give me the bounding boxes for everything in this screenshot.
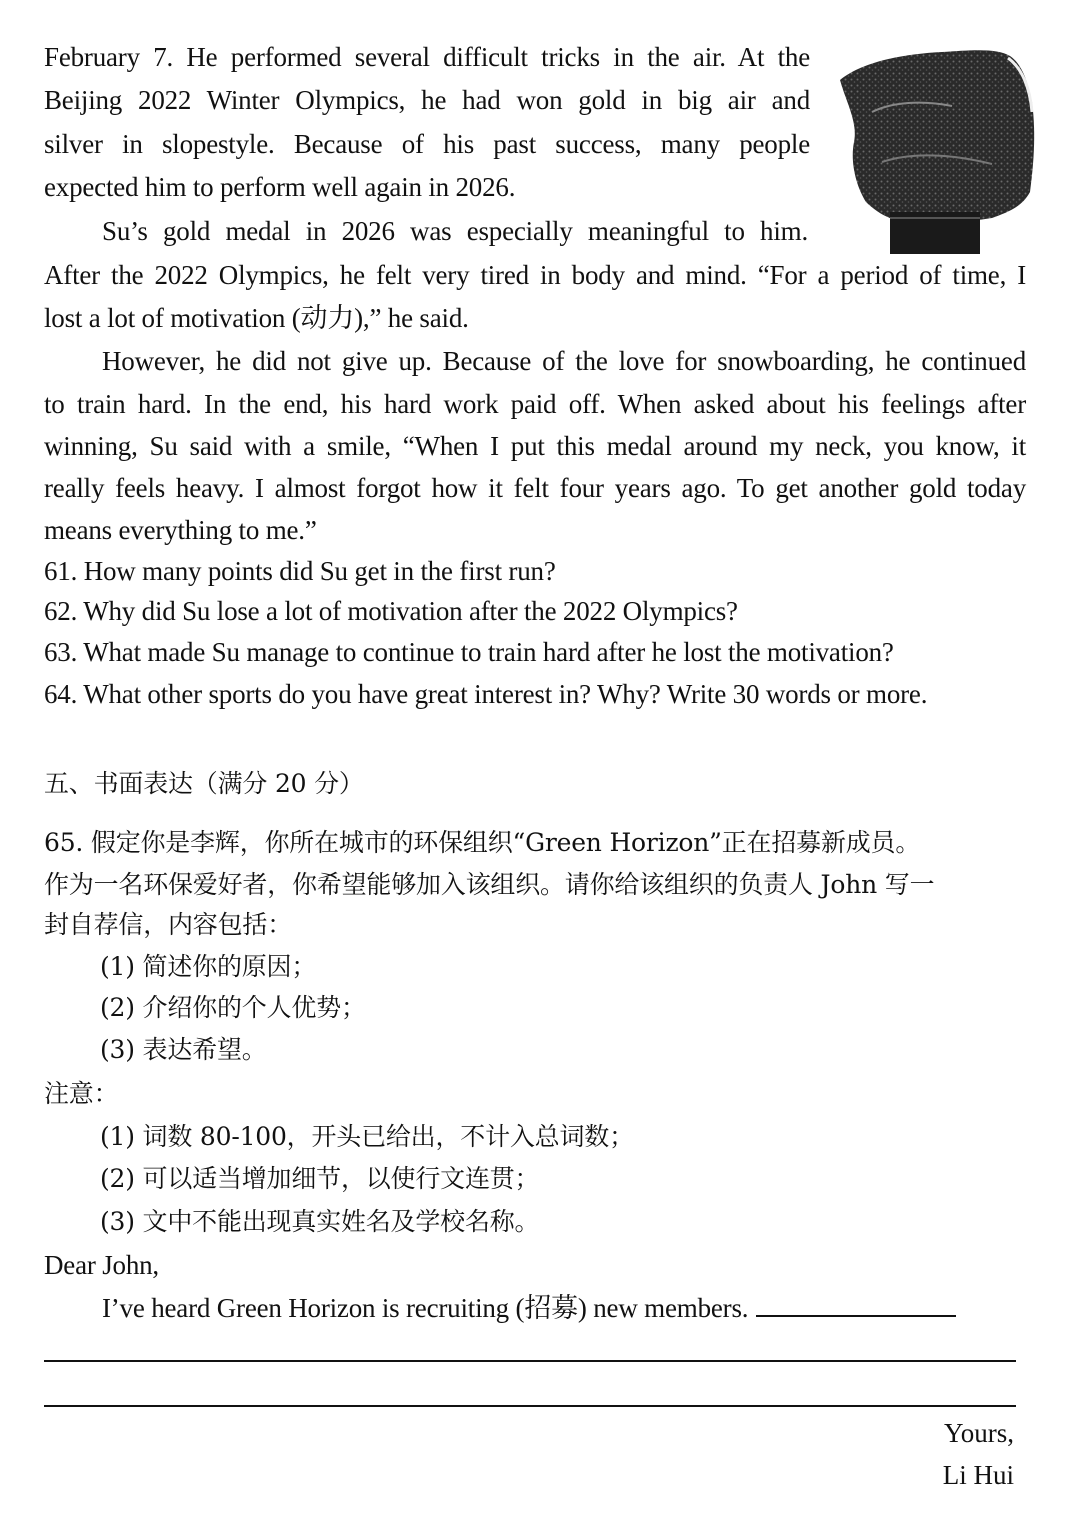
letter-opening: I’ve heard Green Horizon is recruiting (招募) new members. xyxy=(102,1293,749,1323)
note-1: (1) 词数 80-100，开头已给出，不计入总词数； xyxy=(100,1122,634,1151)
letter-opening-row xyxy=(102,1291,956,1325)
content-point-3: (3) 表达希望。 xyxy=(100,1035,267,1064)
content-point-2: (2) 介绍你的个人优势； xyxy=(100,993,366,1022)
question-63: 63. What made Su manage to continue to train hard after he lost the motivation? xyxy=(44,637,894,667)
passage-line-9: to train hard. In the end, his hard work paid off. When asked about his feelings after xyxy=(44,389,1026,419)
passage-line-2: Beijing 2022 Winter Olympics, he had won gold in big air and xyxy=(44,85,810,115)
passage-line-11: really feels heavy. I almost forgot how it felt four years ago. To get another gold today xyxy=(44,473,1026,503)
writing-prompt-line-2: 作为一名环保爱好者，你希望能够加入该组织。请你给该组织的负责人 John 写一 xyxy=(44,870,935,899)
writing-prompt-line-1: 65. 假定你是李辉，你所在城市的环保组织“Green Horizon”正在招募新成员。 xyxy=(44,828,921,857)
writing-prompt-line-3: 封自荐信，内容包括： xyxy=(44,910,293,939)
note-3: (3) 文中不能出现真实姓名及学校名称。 xyxy=(100,1207,540,1236)
content-point-1: (1) 简述你的原因； xyxy=(100,952,317,981)
notes-label: 注意： xyxy=(44,1079,119,1108)
passage-line-10: winning, Su said with a smile, “When I put this medal around my neck, you know, it xyxy=(44,431,1026,461)
snowboarder-photo xyxy=(832,42,1038,254)
letter-closing: Yours, xyxy=(943,1418,1014,1448)
letter-salutation: Dear John, xyxy=(44,1250,159,1280)
passage-line-4: expected him to perform well again in 2026. xyxy=(44,172,516,202)
question-62: 62. Why did Su lose a lot of motivation after the 2022 Olympics? xyxy=(44,596,738,626)
passage-line-1: February 7. He performed several difficult tricks in the air. At the xyxy=(44,42,810,72)
writing-section-title: 五、书面表达（满分 20 分） xyxy=(44,769,364,798)
passage-line-5: Su’s gold medal in 2026 was especially meaningful to him. xyxy=(102,216,808,246)
passage-line-3: silver in slopestyle. Because of his past success, many people xyxy=(44,129,810,159)
question-61: 61. How many points did Su get in the first run? xyxy=(44,556,556,586)
passage-line-8: However, he did not give up. Because of the love for snowboarding, he continued xyxy=(102,346,1026,376)
answer-line-2[interactable] xyxy=(44,1405,1016,1407)
passage-line-7: lost a lot of motivation (动力),” he said. xyxy=(44,303,469,333)
passage-line-12: means everything to me.” xyxy=(44,515,317,545)
note-2: (2) 可以适当增加细节，以使行文连贯； xyxy=(100,1164,540,1193)
passage-line-6: After the 2022 Olympics, he felt very tired in body and mind. “For a period of time, I xyxy=(44,260,1026,290)
letter-signature: Li Hui xyxy=(942,1460,1014,1490)
answer-blank[interactable] xyxy=(756,1291,956,1317)
answer-line-1[interactable] xyxy=(44,1360,1016,1362)
question-64: 64. What other sports do you have great interest in? Why? Write 30 words or more. xyxy=(44,679,928,709)
